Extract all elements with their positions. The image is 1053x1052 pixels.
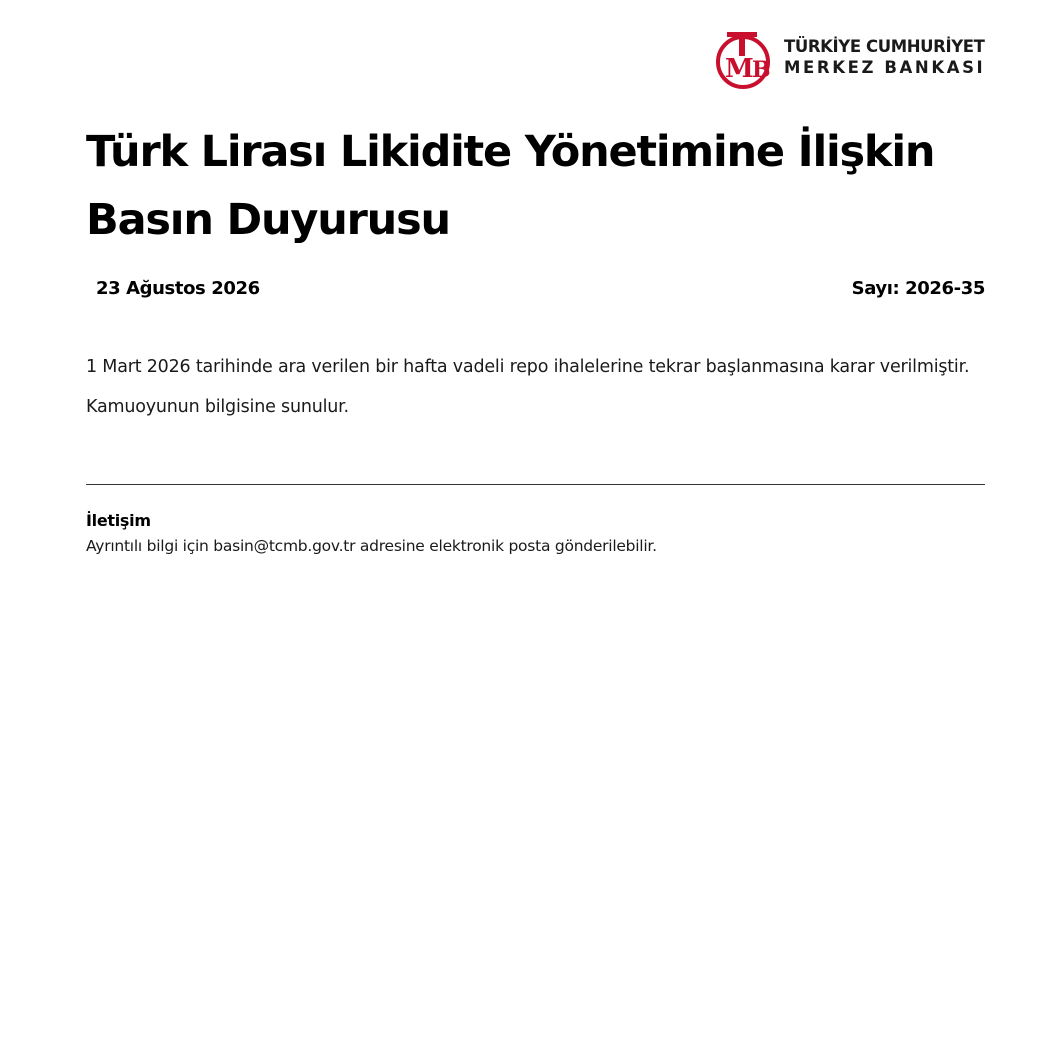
svg-text:B: B bbox=[752, 57, 771, 83]
tcmb-emblem-icon bbox=[712, 30, 776, 90]
body-paragraph: Kamuoyunun bilgisine sunulur. bbox=[86, 397, 349, 417]
page-title: Türk Lirası Likidite Yönetimine İlişkin Basın Duyurusu bbox=[86, 127, 935, 245]
document-body bbox=[86, 354, 996, 434]
logo-line-2: MERKEZ BANKASI bbox=[784, 58, 986, 77]
svg-text:M: M bbox=[725, 54, 754, 84]
document-number: Sayı: 2026-35 bbox=[851, 278, 985, 299]
document-date: 23 Ağustos 2026 bbox=[96, 278, 260, 299]
divider bbox=[86, 484, 985, 485]
contact-text: Ayrıntılı bilgi için basin@tcmb.gov.tr adresine elektronik posta gönderilebilir. bbox=[86, 537, 657, 555]
document-meta bbox=[96, 278, 985, 302]
tcmb-logo bbox=[712, 30, 1012, 90]
contact-heading: İletişim bbox=[86, 511, 151, 530]
logo-wordmark bbox=[784, 37, 985, 79]
logo-line-1: TÜRKİYE CUMHURİYET bbox=[784, 37, 985, 56]
body-paragraph: 1 Mart 2026 tarihinde ara verilen bir hafta vadeli repo ihalelerine tekrar başlanmasına karar verilmiştir. bbox=[86, 357, 970, 377]
